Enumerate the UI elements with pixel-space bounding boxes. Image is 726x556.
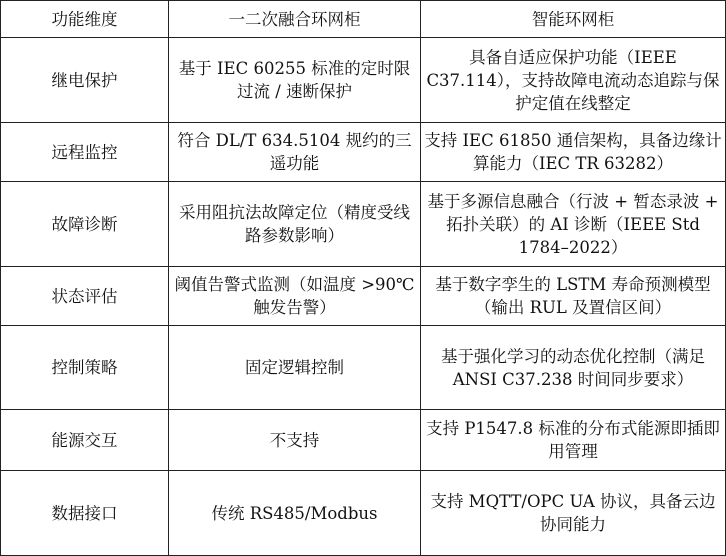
dimension-cell: 状态评估 — [1, 267, 169, 326]
table-row — [1, 326, 726, 410]
combined-cell: 阈值告警式监测（如温度 >90℃触发告警） — [169, 267, 421, 326]
table-row — [1, 182, 726, 267]
dimension-cell: 故障诊断 — [1, 182, 169, 267]
smart-cell: 基于多源信息融合（行波 + 暂态录波 + 拓扑关联）的 AI 诊断（IEEE Std 1784–2022） — [421, 182, 726, 267]
combined-cell: 符合 DL/T 634.5104 规约的三遥功能 — [169, 123, 421, 182]
table-row — [1, 267, 726, 326]
header-smart-ring-main-unit: 智能环网柜 — [421, 1, 726, 38]
table-row — [1, 123, 726, 182]
combined-cell: 基于 IEC 60255 标准的定时限过流 / 速断保护 — [169, 38, 421, 123]
table-row — [1, 38, 726, 123]
header-row — [1, 1, 726, 38]
header-combined-ring-main-unit: 一二次融合环网柜 — [169, 1, 421, 38]
table-row — [1, 410, 726, 471]
smart-cell: 具备自适应保护功能（IEEE C37.114），支持故障电流动态追踪与保护定值在线整定 — [421, 38, 726, 123]
combined-cell: 传统 RS485/Modbus — [169, 471, 421, 556]
dimension-cell: 数据接口 — [1, 471, 169, 556]
dimension-cell: 控制策略 — [1, 326, 169, 410]
smart-cell: 支持 MQTT/OPC UA 协议，具备云边协同能力 — [421, 471, 726, 556]
combined-cell: 不支持 — [169, 410, 421, 471]
dimension-cell: 能源交互 — [1, 410, 169, 471]
smart-cell: 基于强化学习的动态优化控制（满足 ANSI C37.238 时间同步要求） — [421, 326, 726, 410]
smart-cell: 基于数字孪生的 LSTM 寿命预测模型（输出 RUL 及置信区间） — [421, 267, 726, 326]
smart-cell: 支持 P1547.8 标准的分布式能源即插即用管理 — [421, 410, 726, 471]
header-dimension: 功能维度 — [1, 1, 169, 38]
combined-cell: 采用阻抗法故障定位（精度受线路参数影响） — [169, 182, 421, 267]
dimension-cell: 继电保护 — [1, 38, 169, 123]
table-row — [1, 471, 726, 556]
dimension-cell: 远程监控 — [1, 123, 169, 182]
combined-cell: 固定逻辑控制 — [169, 326, 421, 410]
smart-cell: 支持 IEC 61850 通信架构，具备边缘计算能力（IEC TR 63282） — [421, 123, 726, 182]
